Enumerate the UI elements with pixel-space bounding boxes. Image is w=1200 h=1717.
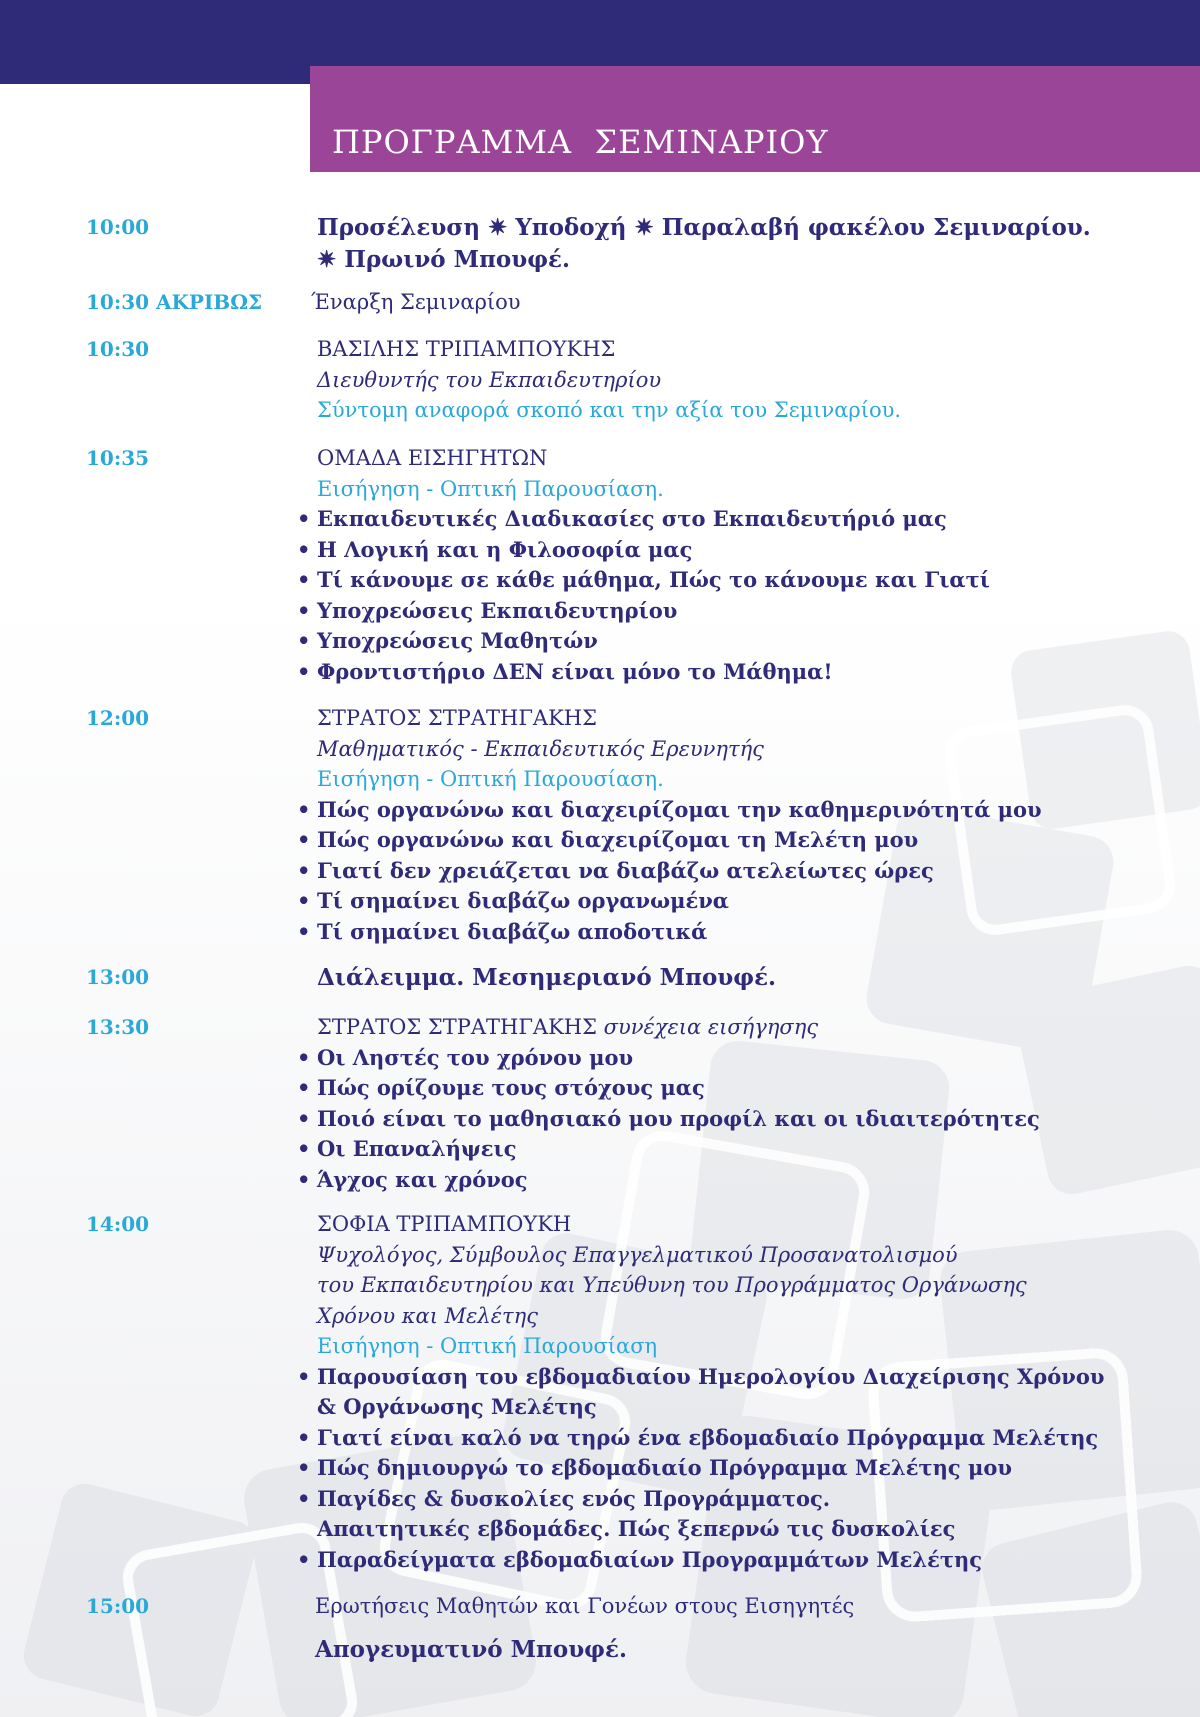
list-item: • Ποιό είναι το μαθησιακό μου προφίλ και οι ιδιαιτερότητες: [317, 1104, 1177, 1135]
time-label: 12:00: [86, 706, 150, 730]
row-text: Προσέλευση ✷ Υποδοχή ✷ Παραλαβή φακέλου Σεμιναρίου.: [317, 214, 1091, 241]
session-note: Εισήγηση - Οπτική Παρουσίαση.: [317, 476, 664, 501]
list-item: • Παρουσίαση του εβδομαδιαίου Ημερολογίου Διαχείρισης Χρόνου: [317, 1362, 1177, 1393]
speaker-role: του Εκπαιδευτηρίου και Υπεύθυνη του Προγράμματος Οργάνωσης: [317, 1273, 1027, 1297]
list-item: • Πώς οργανώνω και διαχειρίζομαι τη Μελέτη μου: [317, 825, 1177, 856]
bullet-icon: •: [297, 857, 311, 883]
list-item: • Εκπαιδευτικές Διαδικασίες στο Εκπαιδευτήριό μας: [317, 504, 1177, 535]
speaker-name: ΣΤΡΑΤΟΣ ΣΤΡΑΤΗΓΑΚΗΣ: [317, 1015, 597, 1039]
list-item: • Τί κάνουμε σε κάθε μάθημα, Πώς το κάνουμε και Γιατί: [317, 565, 1177, 596]
row-text: Έναρξη Σεμιναρίου: [311, 290, 521, 314]
speaker-name: ΟΜΑΔΑ ΕΙΣΗΓΗΤΩΝ: [317, 446, 548, 470]
list-item: • Φροντιστήριο ΔΕΝ είναι μόνο το Μάθημα!: [317, 657, 1177, 688]
list-item: • Οι Ληστές του χρόνου μου: [317, 1043, 1177, 1074]
bullet-icon: •: [297, 918, 311, 944]
list-item: • Παγίδες & δυσκολίες ενός Προγράμματος.: [317, 1484, 1177, 1515]
speaker-role: Διευθυντής του Εκπαιδευτηρίου: [317, 367, 662, 392]
list-item: • Οι Επαναλήψεις: [317, 1134, 1177, 1165]
bullet-icon: •: [297, 888, 311, 913]
session-note: Σύντομη αναφορά σκοπό και την αξία του Σεμιναρίου.: [317, 398, 902, 422]
time-label: 10:30 ΑΚΡΙΒΩΣ: [86, 290, 263, 314]
closing-text: Απογευματινό Μπουφέ.: [315, 1635, 627, 1663]
speaker-name: ΣΟΦΙΑ ΤΡΙΠΑΜΠΟΥΚΗ: [317, 1212, 572, 1236]
time-label: 10:35: [86, 446, 150, 470]
time-label: 13:30: [86, 1015, 150, 1039]
list-item: • Πώς δημιουργώ το εβδομαδιαίο Πρόγραμμα Μελέτης μου: [317, 1453, 1177, 1484]
bullet-icon: •: [297, 1136, 311, 1161]
list-item: • Πώς οργανώνω και διαχειρίζομαι την καθημερινότητά μου: [317, 795, 1177, 826]
list-item: • Γιατί είναι καλό να τηρώ ένα εβδομαδιαίο Πρόγραμμα Μελέτης: [317, 1423, 1177, 1454]
time-label: 13:00: [86, 965, 150, 989]
speaker-suffix: συνέχεια εισήγησης: [596, 1015, 819, 1039]
bullet-icon: •: [297, 827, 311, 852]
list-item: • Τί σημαίνει διαβάζω αποδοτικά: [317, 917, 1177, 948]
list-item-continuation: & Οργάνωσης Μελέτης: [317, 1394, 597, 1419]
time-label: 15:00: [86, 1594, 150, 1618]
speaker-heading: [317, 1012, 1177, 1043]
bullet-icon: •: [297, 1105, 311, 1131]
time-label: 10:00: [86, 215, 150, 239]
time-label: 10:30: [86, 337, 150, 361]
list-item: • Υποχρεώσεις Μαθητών: [317, 626, 1177, 657]
row-text: Διάλειμμα. Μεσημεριανό Μπουφέ.: [317, 964, 777, 991]
speaker-role: Μαθηματικός - Εκπαιδευτικός Ερευνητής: [317, 736, 764, 761]
bullet-icon: •: [297, 1044, 311, 1070]
bullet-icon: •: [297, 1075, 311, 1100]
bullet-icon: •: [297, 1363, 311, 1389]
page-title: ΠΡΟΓΡΑΜΜΑ ΣΕΜΙΝΑΡΙΟΥ: [332, 123, 829, 161]
time-label: 14:00: [86, 1212, 150, 1236]
bullet-icon: •: [297, 1424, 311, 1450]
speaker-role: Χρόνου και Μελέτης: [317, 1303, 538, 1328]
list-item: • Υποχρεώσεις Εκπαιδευτηρίου: [317, 596, 1177, 627]
bullet-icon: •: [297, 506, 311, 531]
session-note: Εισήγηση - Οπτική Παρουσίαση.: [317, 767, 664, 791]
list-item-continuation: Απαιτητικές εβδομάδες. Πώς ξεπερνώ τις δυσκολίες: [317, 1516, 956, 1541]
bullet-icon: •: [297, 1485, 311, 1511]
bullet-icon: •: [297, 1166, 311, 1192]
speaker-role: Ψυχολόγος, Σύμβουλος Επαγγελματικού Προσανατολισμού: [317, 1242, 958, 1267]
session-note: Εισήγηση - Οπτική Παρουσίαση: [317, 1334, 658, 1358]
list-item: • Η Λογική και η Φιλοσοφία μας: [317, 535, 1177, 566]
row-text: Ερωτήσεις Μαθητών και Γονέων στους Εισηγητές: [315, 1594, 855, 1618]
bullet-icon: •: [297, 536, 311, 562]
bullet-icon: •: [297, 796, 311, 822]
bullet-icon: •: [297, 658, 311, 684]
bullet-icon: •: [297, 567, 311, 592]
bullet-icon: •: [297, 628, 311, 653]
bullet-icon: •: [297, 597, 311, 623]
list-item: • Τί σημαίνει διαβάζω οργανωμένα: [317, 886, 1177, 917]
list-item: • Άγχος και χρόνος: [317, 1165, 1177, 1196]
speaker-name: ΒΑΣΙΛΗΣ ΤΡΙΠΑΜΠΟΥΚΗΣ: [317, 337, 616, 361]
bullet-icon: •: [297, 1455, 311, 1480]
row-text: ✷ Πρωινό Μπουφέ.: [317, 246, 571, 273]
list-item: • Παραδείγματα εβδομαδιαίων Προγραμμάτων Μελέτης: [317, 1545, 1177, 1576]
list-item: • Γιατί δεν χρειάζεται να διαβάζω ατελείωτες ώρες: [317, 856, 1177, 887]
title-banner: [310, 66, 1200, 172]
speaker-name: ΣΤΡΑΤΟΣ ΣΤΡΑΤΗΓΑΚΗΣ: [317, 706, 597, 730]
bullet-icon: •: [297, 1546, 311, 1572]
list-item: • Πώς ορίζουμε τους στόχους μας: [317, 1073, 1177, 1104]
